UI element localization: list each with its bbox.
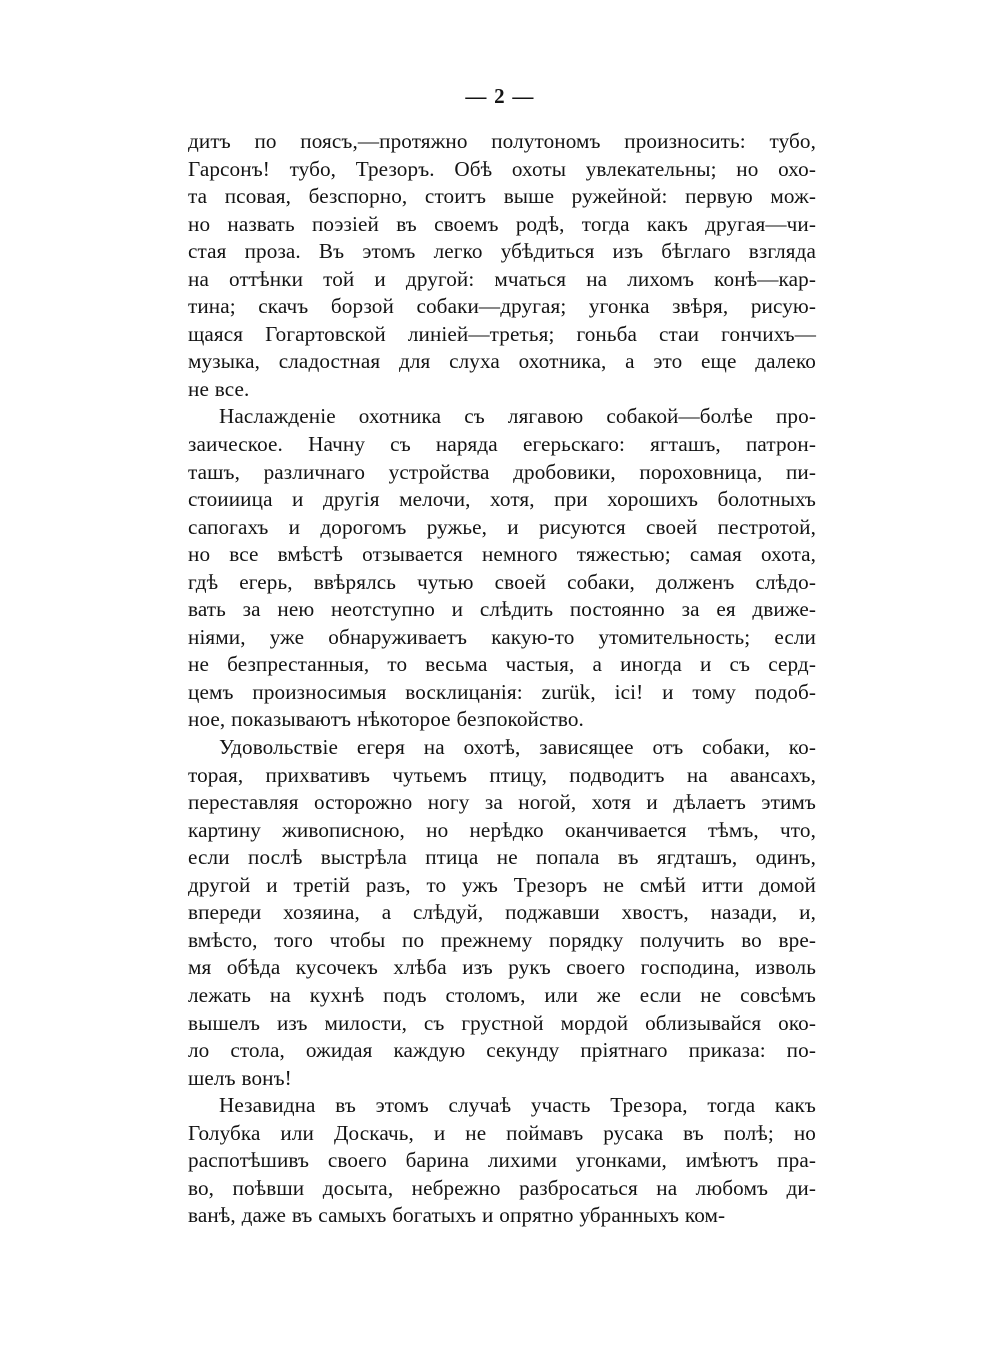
text-line: музыка, сладостная для слуха охотника, а это еще далеко [188,349,816,374]
text-line: заическое. Начну съ наряда егерьскаго: ягташъ, патрон- [188,432,816,457]
text-line: на оттѣнки той и другой: мчаться на лихомъ конѣ—кар- [188,266,816,291]
text-line: стоииица и другія мелочи, хотя, при хорошихъ болотныхъ [188,487,816,512]
text-line: ное, показываютъ нѣкоторое безпокойство. [188,707,584,732]
body-text-block [188,128,816,1230]
text-line: Удовольствіе егеря на охотѣ, зависящее отъ собаки, ко- [219,735,816,760]
text-line: ніями, уже обнаруживаетъ какую-то утомительность; если [188,624,816,649]
text-line: дитъ по поясъ,—протяжно полутономъ произносить: тубо, [188,129,816,153]
text-line: Голубка или Доскачь, и не поймавъ русака въ полѣ; но [188,1120,816,1145]
text-line: распотѣшивъ своего барина лихими угонками, имѣютъ пра- [188,1148,816,1173]
text-line: лежать на кухнѣ подъ столомъ, или же если не совсѣмъ [188,982,816,1007]
text-line: мя обѣда кусочекъ хлѣба изъ рукъ своего господина, изволь [188,955,816,980]
text-line: впереди хозяина, а слѣдуй, поджавши хвостъ, назади, и, [188,900,816,925]
text-line: Наслажденіе охотника съ лягавою собакой—болѣе про- [219,404,816,429]
text-line: стая проза. Въ этомъ легко убѣдиться изъ бѣглаго взгляда [188,239,816,264]
text-line: цемъ произносимыя восклицанія: zurük, ici! и тому подоб- [188,679,816,704]
body-paragraph [188,403,816,734]
body-paragraph [188,128,816,403]
text-line: Гарсонъ! тубо, Трезоръ. Обѣ охоты увлекательны; но охо- [188,156,816,181]
text-line: ташъ, различнаго устройства дробовики, пороховница, пи- [188,459,816,484]
text-line: но все вмѣстѣ отзывается немного тяжестью; самая охота, [188,542,816,567]
text-line: не безпрестанныя, то весьма частыя, а иногда и съ серд- [188,652,816,677]
body-paragraph [188,734,816,1092]
text-line: другой и третій разъ, то ужъ Трезоръ не смѣй итти домой [188,872,816,897]
text-line: та псовая, безспорно, стоитъ выше ружейной: первую мож- [188,184,816,209]
text-line: щаяся Гогартовской линіей—третья; гоньба стаи гончихъ— [188,321,816,346]
text-line: вмѣсто, того чтобы по прежнему порядку получить во вре- [188,927,816,952]
text-line: сапогахъ и дорогомъ ружье, и рисуются своей пестротой, [188,514,816,539]
text-line: Незавидна въ этомъ случаѣ участь Трезора, тогда какъ [219,1093,816,1118]
text-line: во, поѣвши досыта, небрежно разбросаться на любомъ ди- [188,1175,816,1200]
text-line: вышелъ изъ милости, съ грустной мордой облизывайся око- [188,1010,816,1035]
body-paragraph [188,1092,816,1230]
text-line: картину живописною, но нерѣдко оканчивается тѣмъ, что, [188,817,816,842]
text-line: шелъ вонъ! [188,1065,292,1090]
text-line: не все. [188,376,250,401]
text-line: тина; скачъ борзой собаки—другая; угонка звѣря, рисую- [188,294,816,319]
text-line: переставляя осторожно ногу за ногой, хотя и дѣлаетъ этимъ [188,790,816,815]
text-line: ванѣ, даже въ самыхъ богатыхъ и опрятно убранныхъ ком- [188,1203,726,1228]
text-line: гдѣ егерь, ввѣрялсь чутью своей собаки, долженъ слѣдо- [188,569,816,594]
text-line: торая, прихвативъ чутьемъ птицу, подводитъ на авансахъ, [188,762,816,787]
text-line: вать за нею неотступно и слѣдить постоянно за ея движе- [188,597,816,622]
page-folio-number: — 2 — [465,84,535,108]
text-line: если послѣ выстрѣла птица не попала въ ягдташъ, одинъ, [188,845,816,870]
text-line: ло стола, ожидая каждую секунду пріятнаго приказа: по- [188,1038,816,1063]
text-line: но назвать поэзіей въ своемъ родѣ, тогда какъ другая—чи- [188,211,816,236]
